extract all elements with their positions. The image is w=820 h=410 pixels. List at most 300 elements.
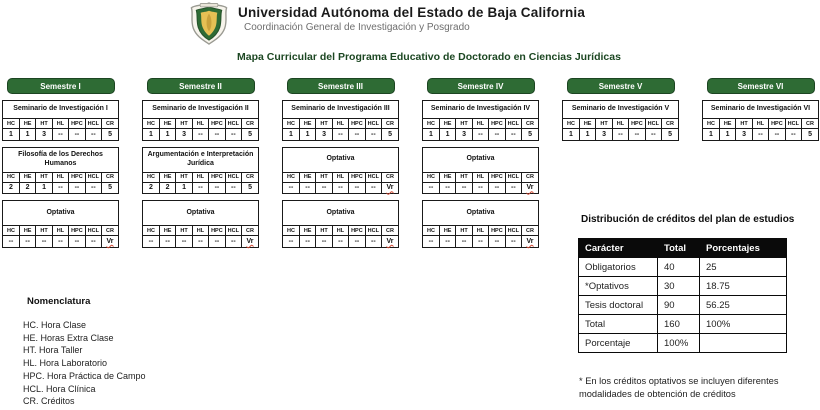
hours-value-cell: -- — [472, 236, 488, 247]
hours-header-cell: HPC — [209, 226, 225, 236]
hours-value-cell: -- — [69, 182, 85, 193]
hours-header-cell: HL — [52, 226, 68, 236]
hours-header-cell: CR — [802, 119, 818, 129]
course-title: Argumentación e Interpretación Jurídica — [147, 150, 254, 167]
course-hours-table — [143, 172, 258, 194]
nomenclature-item: HL. Hora Laboratorio — [23, 358, 108, 369]
course-title: Seminario de Investigación I — [13, 105, 108, 113]
hours-header-cell: HL — [192, 226, 208, 236]
hours-value-cell: -- — [456, 182, 472, 193]
optional-credits-footnote: * En los créditos optativos se incluyen diferentes modalidades de obtención de créditos — [579, 376, 779, 399]
hours-header-cell: HC — [563, 119, 579, 129]
university-name: Universidad Autónoma del Estado de Baja California — [238, 5, 586, 20]
page-title: Mapa Curricular del Programa Educativo de Doctorado en Ciencias Jurídicas — [237, 51, 621, 63]
semester-column — [282, 78, 399, 248]
hours-value-cell: 5 — [522, 129, 538, 140]
hours-header-cell: CR — [242, 226, 258, 236]
hours-header-cell: HPC — [769, 119, 785, 129]
course-hours-table — [3, 225, 118, 247]
hours-header-cell: CR — [382, 226, 398, 236]
course-hours-table — [563, 118, 678, 140]
credits-row — [579, 315, 787, 334]
hours-value-cell: 1 — [423, 129, 439, 140]
hours-value-cell: 1 — [563, 129, 579, 140]
course-card — [142, 200, 259, 248]
hours-value-cell: -- — [316, 182, 332, 193]
credits-cell: 30 — [658, 277, 700, 296]
course-card — [282, 100, 399, 141]
hours-value-cell: -- — [52, 129, 68, 140]
hours-header-cell: HPC — [209, 119, 225, 129]
hours-header-cell: HE — [439, 119, 455, 129]
course-hours-table — [143, 118, 258, 140]
hours-header-cell: HE — [299, 172, 315, 182]
hours-header-cell: HCL — [365, 172, 381, 182]
course-title: Optativa — [466, 208, 495, 216]
credits-cell: 40 — [658, 258, 700, 277]
credits-cell: 100% — [700, 315, 787, 334]
hours-header-cell: HC — [423, 172, 439, 182]
hours-value-cell: -- — [159, 236, 175, 247]
course-card — [2, 100, 119, 141]
hours-header-cell: HC — [3, 119, 19, 129]
hours-header-row — [143, 172, 258, 182]
hours-header-row — [423, 172, 538, 182]
hours-header-cell: CR — [382, 119, 398, 129]
hours-header-row — [3, 119, 118, 129]
hours-header-cell: HCL — [225, 172, 241, 182]
credits-header-cell: Carácter — [579, 239, 658, 258]
hours-value-cell: 1 — [579, 129, 595, 140]
hours-values-row — [423, 236, 538, 247]
hours-value-cell: 2 — [19, 182, 35, 193]
hours-header-cell: HCL — [505, 226, 521, 236]
hours-value-cell: -- — [36, 236, 52, 247]
variable-credits-value: Vr — [386, 237, 394, 245]
hours-header-cell: HC — [143, 172, 159, 182]
hours-value-cell: -- — [225, 236, 241, 247]
course-card — [2, 200, 119, 248]
hours-header-cell: HCL — [365, 226, 381, 236]
hours-value-cell: -- — [143, 236, 159, 247]
hours-values-row — [423, 129, 538, 140]
hours-values-row — [143, 182, 258, 193]
hours-header-cell: HC — [143, 226, 159, 236]
hours-value-cell: 2 — [143, 182, 159, 193]
hours-values-row — [143, 236, 258, 247]
variable-credits-value: Vr — [246, 237, 254, 245]
hours-header-cell: CR — [102, 226, 118, 236]
course-title: Optativa — [46, 208, 75, 216]
hours-header-cell: HT — [36, 226, 52, 236]
credits-header-cell: Total — [658, 239, 700, 258]
variable-credits-value: Vr — [526, 237, 534, 245]
hours-value-cell: 1 — [283, 129, 299, 140]
course-card — [142, 147, 259, 195]
course-card — [702, 100, 819, 141]
credits-section-title: Distribución de créditos del plan de estudios — [581, 214, 795, 225]
hours-header-cell: CR — [522, 226, 538, 236]
hours-header-cell: HPC — [489, 172, 505, 182]
credits-cell: 100% — [658, 334, 700, 353]
hours-value-cell: -- — [612, 129, 628, 140]
hours-value-cell: 1 — [143, 129, 159, 140]
hours-value-cell: -- — [283, 236, 299, 247]
semester-header: Semestre I — [7, 78, 115, 94]
hours-header-row — [283, 119, 398, 129]
hours-header-row — [143, 119, 258, 129]
hours-value-cell: -- — [209, 182, 225, 193]
course-hours-table — [423, 118, 538, 140]
hours-value-cell: 2 — [159, 182, 175, 193]
hours-header-cell: HT — [176, 226, 192, 236]
hours-header-cell: HCL — [365, 119, 381, 129]
hours-header-cell: HL — [472, 119, 488, 129]
credits-cell: *Optativos — [579, 277, 658, 296]
nomenclature-item: HE. Horas Extra Clase — [23, 332, 114, 343]
course-card — [562, 100, 679, 141]
hours-value-cell: -- — [472, 129, 488, 140]
hours-header-cell: HCL — [505, 119, 521, 129]
hours-value-cell: 1 — [176, 182, 192, 193]
hours-value-cell: -- — [423, 236, 439, 247]
hours-header-cell: HCL — [785, 119, 801, 129]
hours-header-cell: HL — [752, 119, 768, 129]
credits-cell: 25 — [700, 258, 787, 277]
hours-header-cell: HC — [143, 119, 159, 129]
hours-header-cell: HE — [159, 172, 175, 182]
hours-header-cell: HT — [316, 119, 332, 129]
credits-header-cell: Porcentajes — [700, 239, 787, 258]
hours-value-cell — [522, 236, 538, 247]
hours-value-cell: 2 — [3, 182, 19, 193]
hours-value-cell: -- — [365, 182, 381, 193]
hours-header-cell: HL — [332, 119, 348, 129]
nomenclature-item: HC. Hora Clase — [23, 320, 87, 330]
credits-cell: 90 — [658, 296, 700, 315]
hours-value-cell: -- — [365, 236, 381, 247]
hours-values-row — [423, 182, 538, 193]
hours-header-cell: HC — [703, 119, 719, 129]
course-hours-table — [143, 225, 258, 247]
course-hours-table — [423, 172, 538, 194]
hours-value-cell: -- — [52, 182, 68, 193]
course-card — [2, 147, 119, 195]
credits-row — [579, 258, 787, 277]
credits-cell: 18.75 — [700, 277, 787, 296]
hours-header-cell: HE — [299, 226, 315, 236]
uabc-crest-logo — [186, 1, 232, 46]
hours-value-cell: -- — [3, 236, 19, 247]
hours-value-cell: -- — [316, 236, 332, 247]
hours-header-cell: HE — [19, 119, 35, 129]
header-text — [238, 1, 585, 46]
hours-header-cell: HC — [283, 172, 299, 182]
hours-value-cell: 5 — [662, 129, 678, 140]
hours-value-cell: -- — [489, 236, 505, 247]
hours-value-cell: -- — [332, 182, 348, 193]
course-card — [422, 100, 539, 141]
course-title: Optativa — [466, 155, 495, 163]
hours-value-cell: -- — [439, 236, 455, 247]
course-card — [422, 200, 539, 248]
course-title: Optativa — [186, 208, 215, 216]
semester-column — [142, 78, 259, 248]
credits-table — [578, 238, 787, 353]
semester-header: Semestre V — [567, 78, 675, 94]
course-card — [282, 147, 399, 195]
credits-cell: 160 — [658, 315, 700, 334]
hours-value-cell: -- — [52, 236, 68, 247]
hours-value-cell: 1 — [36, 182, 52, 193]
hours-value-cell: -- — [176, 236, 192, 247]
hours-value-cell: 3 — [596, 129, 612, 140]
course-hours-table — [283, 118, 398, 140]
hours-header-cell: HL — [192, 119, 208, 129]
nomenclature-title: Nomenclatura — [27, 296, 91, 307]
hours-value-cell: -- — [209, 236, 225, 247]
hours-header-cell: HE — [439, 172, 455, 182]
hours-header-row — [563, 119, 678, 129]
hours-value-cell — [522, 182, 538, 193]
hours-value-cell: -- — [785, 129, 801, 140]
course-card — [422, 147, 539, 195]
hours-value-cell: -- — [85, 129, 101, 140]
hours-value-cell: -- — [505, 129, 521, 140]
course-hours-table — [703, 118, 818, 140]
hours-header-row — [283, 172, 398, 182]
hours-value-cell: -- — [85, 236, 101, 247]
credits-cell: Obligatorios — [579, 258, 658, 277]
hours-value-cell: 5 — [242, 129, 258, 140]
hours-value-cell: -- — [752, 129, 768, 140]
hours-header-row — [3, 172, 118, 182]
hours-value-cell: 5 — [102, 182, 118, 193]
nomenclature-list — [23, 319, 146, 408]
hours-header-cell: HT — [316, 226, 332, 236]
hours-header-cell: HL — [612, 119, 628, 129]
hours-value-cell: -- — [629, 129, 645, 140]
hours-header-cell: HPC — [69, 172, 85, 182]
hours-value-cell: -- — [332, 236, 348, 247]
nomenclature-item: HCL. Hora Clínica — [23, 383, 96, 394]
hours-header-cell: CR — [522, 119, 538, 129]
hours-value-cell: -- — [489, 182, 505, 193]
hours-header-cell: HL — [52, 172, 68, 182]
hours-header-cell: HC — [3, 172, 19, 182]
hours-header-cell: HC — [283, 226, 299, 236]
hours-header-cell: HC — [423, 226, 439, 236]
semester-column — [2, 78, 119, 248]
hours-value-cell — [242, 236, 258, 247]
semester-header: Semestre VI — [707, 78, 815, 94]
credits-row — [579, 277, 787, 296]
nomenclature-item: CR. Créditos — [23, 396, 75, 407]
hours-values-row — [283, 182, 398, 193]
hours-value-cell: -- — [332, 129, 348, 140]
hours-value-cell: -- — [225, 129, 241, 140]
variable-credits-value: Vr — [386, 184, 394, 192]
hours-header-row — [3, 226, 118, 236]
hours-value-cell: -- — [489, 129, 505, 140]
hours-header-cell: HE — [159, 226, 175, 236]
hours-header-cell: HE — [579, 119, 595, 129]
hours-value-cell: -- — [769, 129, 785, 140]
hours-value-cell: 3 — [456, 129, 472, 140]
hours-value-cell: 5 — [382, 129, 398, 140]
credits-cell: Total — [579, 315, 658, 334]
hours-header-cell: HT — [36, 119, 52, 129]
department-name: Coordinación General de Investigación y Posgrado — [244, 22, 470, 33]
course-title: Filosofía de los Derechos Humanos — [18, 150, 103, 167]
hours-value-cell: -- — [85, 182, 101, 193]
course-hours-table — [423, 225, 538, 247]
hours-header-cell: HCL — [505, 172, 521, 182]
hours-header-cell: HPC — [349, 119, 365, 129]
variable-credits-value: Vr — [526, 184, 534, 192]
course-title: Seminario de Investigación IV — [430, 105, 531, 113]
hours-value-cell: -- — [645, 129, 661, 140]
hours-value-cell: -- — [299, 236, 315, 247]
hours-header-cell: HL — [332, 226, 348, 236]
hours-header-cell: HCL — [225, 226, 241, 236]
hours-value-cell: 1 — [159, 129, 175, 140]
hours-value-cell: 3 — [736, 129, 752, 140]
hours-value-cell: -- — [472, 182, 488, 193]
hours-value-cell — [382, 182, 398, 193]
hours-values-row — [3, 236, 118, 247]
hours-header-cell: HC — [423, 119, 439, 129]
hours-header-cell: HCL — [85, 119, 101, 129]
hours-header-cell: HL — [192, 172, 208, 182]
hours-value-cell: -- — [349, 236, 365, 247]
hours-value-cell: 5 — [102, 129, 118, 140]
hours-value-cell: -- — [505, 236, 521, 247]
hours-value-cell: -- — [456, 236, 472, 247]
hours-value-cell: 1 — [299, 129, 315, 140]
hours-header-cell: HCL — [85, 172, 101, 182]
hours-value-cell: -- — [192, 129, 208, 140]
hours-header-cell: HCL — [645, 119, 661, 129]
variable-credits-value: Vr — [106, 237, 114, 245]
semester-header: Semestre IV — [427, 78, 535, 94]
hours-values-row — [283, 129, 398, 140]
nomenclature-item: HPC. Hora Práctica de Campo — [23, 370, 146, 381]
course-title: Seminario de Investigación III — [291, 105, 390, 113]
hours-value-cell: -- — [283, 182, 299, 193]
hours-value-cell: 1 — [19, 129, 35, 140]
hours-value-cell: -- — [299, 182, 315, 193]
hours-value-cell: -- — [209, 129, 225, 140]
hours-value-cell: -- — [505, 182, 521, 193]
hours-value-cell: 3 — [316, 129, 332, 140]
hours-value-cell: -- — [439, 182, 455, 193]
crest-banner — [200, 3, 218, 6]
hours-values-row — [3, 129, 118, 140]
hours-header-cell: HE — [719, 119, 735, 129]
hours-header-cell: HE — [19, 226, 35, 236]
hours-value-cell: -- — [69, 129, 85, 140]
hours-value-cell: 5 — [242, 182, 258, 193]
hours-values-row — [563, 129, 678, 140]
course-title: Optativa — [326, 208, 355, 216]
hours-header-cell: HE — [159, 119, 175, 129]
hours-header-cell: HPC — [489, 119, 505, 129]
hours-header-cell: HT — [596, 119, 612, 129]
hours-header-cell: HT — [736, 119, 752, 129]
credits-row — [579, 334, 787, 353]
hours-header-cell: HPC — [629, 119, 645, 129]
hours-header-row — [703, 119, 818, 129]
hours-header-cell: HL — [472, 226, 488, 236]
page-header — [186, 1, 585, 46]
hours-header-cell: HPC — [349, 226, 365, 236]
course-hours-table — [3, 172, 118, 194]
hours-header-cell: HPC — [489, 226, 505, 236]
hours-value-cell: -- — [423, 182, 439, 193]
course-title: Seminario de Investigación VI — [710, 105, 811, 113]
course-hours-table — [3, 118, 118, 140]
semester-header: Semestre III — [287, 78, 395, 94]
hours-header-cell: CR — [662, 119, 678, 129]
hours-header-cell: CR — [242, 119, 258, 129]
semester-column — [422, 78, 539, 248]
hours-header-cell: CR — [242, 172, 258, 182]
hours-header-cell: HT — [176, 119, 192, 129]
course-card — [142, 100, 259, 141]
hours-header-cell: HCL — [225, 119, 241, 129]
hours-value-cell: 3 — [176, 129, 192, 140]
hours-header-row — [143, 226, 258, 236]
hours-value-cell: 3 — [36, 129, 52, 140]
hours-header-row — [423, 119, 538, 129]
hours-value-cell: -- — [225, 182, 241, 193]
course-title: Seminario de Investigación V — [571, 105, 670, 113]
hours-header-cell: HL — [332, 172, 348, 182]
hours-header-cell: HPC — [69, 226, 85, 236]
hours-values-row — [143, 129, 258, 140]
hours-header-cell: HT — [36, 172, 52, 182]
hours-header-cell: HE — [19, 172, 35, 182]
credits-header-row — [579, 239, 787, 258]
course-title: Seminario de Investigación II — [152, 105, 249, 113]
course-card — [282, 200, 399, 248]
hours-value-cell: -- — [69, 236, 85, 247]
hours-header-row — [283, 226, 398, 236]
hours-header-cell: CR — [102, 172, 118, 182]
course-hours-table — [283, 172, 398, 194]
hours-values-row — [703, 129, 818, 140]
hours-value-cell: -- — [192, 182, 208, 193]
course-title: Optativa — [326, 155, 355, 163]
hours-value-cell: -- — [365, 129, 381, 140]
hours-value-cell: 1 — [3, 129, 19, 140]
hours-value-cell: -- — [349, 129, 365, 140]
hours-header-cell: CR — [522, 172, 538, 182]
hours-header-cell: HL — [52, 119, 68, 129]
hours-value-cell — [102, 236, 118, 247]
hours-value-cell — [382, 236, 398, 247]
hours-header-cell: CR — [102, 119, 118, 129]
hours-header-cell: HE — [299, 119, 315, 129]
hours-value-cell: 1 — [719, 129, 735, 140]
credits-cell: Tesis doctoral — [579, 296, 658, 315]
credits-row — [579, 296, 787, 315]
hours-header-cell: HT — [456, 226, 472, 236]
hours-header-cell: HT — [316, 172, 332, 182]
hours-header-row — [423, 226, 538, 236]
hours-value-cell: 5 — [802, 129, 818, 140]
